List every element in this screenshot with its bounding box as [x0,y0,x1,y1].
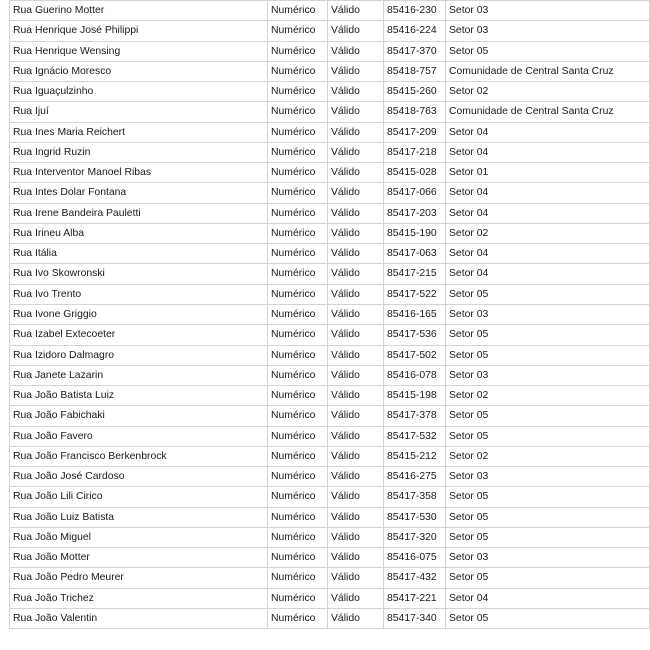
status-cell: Válido [327,406,383,425]
sector-cell: Setor 05 [445,487,650,506]
status-cell: Válido [327,508,383,527]
table-row [9,42,650,62]
numbering-type-cell: Numérico [267,244,327,263]
cep-cell: 85418-757 [383,62,445,81]
numbering-type-cell: Numérico [267,42,327,61]
street-name-cell: Rua Irene Bandeira Pauletti [9,204,267,223]
cep-cell: 85416-165 [383,305,445,324]
cep-cell: 85417-536 [383,325,445,344]
cep-cell: 85417-063 [383,244,445,263]
table-row [9,305,650,325]
numbering-type-cell: Numérico [267,305,327,324]
status-cell: Válido [327,123,383,142]
table-row [9,285,650,305]
sector-cell: Setor 01 [445,163,650,182]
status-cell: Válido [327,62,383,81]
status-cell: Válido [327,548,383,567]
cep-cell: 85417-522 [383,285,445,304]
status-cell: Válido [327,487,383,506]
table-row [9,143,650,163]
status-cell: Válido [327,305,383,324]
sector-cell: Setor 04 [445,589,650,608]
street-name-cell: Rua João Lili Cirico [9,487,267,506]
cep-cell: 85415-028 [383,163,445,182]
sector-cell: Setor 04 [445,244,650,263]
table-row [9,325,650,345]
numbering-type-cell: Numérico [267,346,327,365]
sector-cell: Setor 05 [445,609,650,628]
cep-cell: 85417-320 [383,528,445,547]
numbering-type-cell: Numérico [267,143,327,162]
numbering-type-cell: Numérico [267,264,327,283]
street-name-cell: Rua Ijuí [9,102,267,121]
sector-cell: Setor 05 [445,406,650,425]
street-name-cell: Rua João Valentin [9,609,267,628]
sector-cell: Setor 04 [445,204,650,223]
table-row [9,204,650,224]
street-name-cell: Rua Henrique Wensing [9,42,267,61]
status-cell: Válido [327,467,383,486]
cep-cell: 85417-218 [383,143,445,162]
status-cell: Válido [327,427,383,446]
status-cell: Válido [327,325,383,344]
numbering-type-cell: Numérico [267,427,327,446]
status-cell: Válido [327,204,383,223]
street-name-cell: Rua João Trichez [9,589,267,608]
sector-cell: Setor 05 [445,427,650,446]
status-cell: Válido [327,42,383,61]
status-cell: Válido [327,589,383,608]
numbering-type-cell: Numérico [267,102,327,121]
sector-cell: Setor 03 [445,305,650,324]
table-row [9,406,650,426]
status-cell: Válido [327,568,383,587]
table-row [9,427,650,447]
status-cell: Válido [327,386,383,405]
numbering-type-cell: Numérico [267,62,327,81]
cep-cell: 85417-532 [383,427,445,446]
street-table [9,0,650,629]
cep-cell: 85417-530 [383,508,445,527]
status-cell: Válido [327,102,383,121]
numbering-type-cell: Numérico [267,325,327,344]
street-name-cell: Rua João Fabichaki [9,406,267,425]
cep-cell: 85415-260 [383,82,445,101]
sector-cell: Setor 05 [445,325,650,344]
sector-cell: Setor 04 [445,183,650,202]
street-name-cell: Rua Ines Maria Reichert [9,123,267,142]
sector-cell: Setor 04 [445,123,650,142]
street-name-cell: Rua João Luiz Batista [9,508,267,527]
table-row [9,548,650,568]
sector-cell: Setor 02 [445,82,650,101]
street-name-cell: Rua Izidoro Dalmagro [9,346,267,365]
street-name-cell: Rua Henrique José Philippi [9,21,267,40]
status-cell: Válido [327,366,383,385]
sector-cell: Setor 05 [445,528,650,547]
cep-cell: 85415-190 [383,224,445,243]
table-row [9,508,650,528]
status-cell: Válido [327,82,383,101]
status-cell: Válido [327,163,383,182]
numbering-type-cell: Numérico [267,548,327,567]
cep-cell: 85415-198 [383,386,445,405]
table-row [9,1,650,21]
numbering-type-cell: Numérico [267,366,327,385]
table-row [9,224,650,244]
status-cell: Válido [327,528,383,547]
numbering-type-cell: Numérico [267,447,327,466]
status-cell: Válido [327,183,383,202]
cep-cell: 85417-209 [383,123,445,142]
status-cell: Válido [327,143,383,162]
status-cell: Válido [327,285,383,304]
numbering-type-cell: Numérico [267,224,327,243]
table-row [9,21,650,41]
numbering-type-cell: Numérico [267,589,327,608]
sector-cell: Comunidade de Central Santa Cruz [445,102,650,121]
cep-cell: 85417-203 [383,204,445,223]
numbering-type-cell: Numérico [267,1,327,20]
street-name-cell: Rua Ivo Trento [9,285,267,304]
cep-cell: 85416-275 [383,467,445,486]
status-cell: Válido [327,224,383,243]
table-row [9,467,650,487]
table-row [9,183,650,203]
cep-cell: 85417-066 [383,183,445,202]
table-row [9,102,650,122]
table-row [9,62,650,82]
table-row [9,568,650,588]
cep-cell: 85417-378 [383,406,445,425]
sector-cell: Setor 05 [445,568,650,587]
street-name-cell: Rua Intes Dolar Fontana [9,183,267,202]
numbering-type-cell: Numérico [267,163,327,182]
status-cell: Válido [327,447,383,466]
cep-cell: 85417-502 [383,346,445,365]
street-name-cell: Rua João Miguel [9,528,267,547]
table-row [9,589,650,609]
sector-cell: Setor 02 [445,224,650,243]
numbering-type-cell: Numérico [267,183,327,202]
table-row [9,386,650,406]
street-name-cell: Rua João Favero [9,427,267,446]
table-row [9,487,650,507]
sector-cell: Setor 03 [445,548,650,567]
street-name-cell: Rua João Batista Luiz [9,386,267,405]
table-row [9,609,650,629]
sector-cell: Setor 05 [445,346,650,365]
cep-cell: 85418-763 [383,102,445,121]
numbering-type-cell: Numérico [267,609,327,628]
cep-cell: 85416-075 [383,548,445,567]
sector-cell: Setor 02 [445,386,650,405]
numbering-type-cell: Numérico [267,467,327,486]
table-row [9,163,650,183]
table-row [9,447,650,467]
sector-cell: Comunidade de Central Santa Cruz [445,62,650,81]
table-row [9,123,650,143]
cep-cell: 85416-078 [383,366,445,385]
street-name-cell: Rua Interventor Manoel Ribas [9,163,267,182]
table-row [9,82,650,102]
numbering-type-cell: Numérico [267,406,327,425]
numbering-type-cell: Numérico [267,21,327,40]
cep-cell: 85417-432 [383,568,445,587]
street-name-cell: Rua João Pedro Meurer [9,568,267,587]
numbering-type-cell: Numérico [267,568,327,587]
street-name-cell: Rua João Francisco Berkenbrock [9,447,267,466]
sector-cell: Setor 05 [445,42,650,61]
street-name-cell: Rua Izabel Extecoeter [9,325,267,344]
cep-cell: 85416-224 [383,21,445,40]
sector-cell: Setor 03 [445,21,650,40]
cep-cell: 85416-230 [383,1,445,20]
numbering-type-cell: Numérico [267,82,327,101]
street-name-cell: Rua Ivone Griggio [9,305,267,324]
sector-cell: Setor 04 [445,264,650,283]
cep-cell: 85417-340 [383,609,445,628]
cep-cell: 85417-215 [383,264,445,283]
sector-cell: Setor 03 [445,1,650,20]
street-name-cell: Rua João José Cardoso [9,467,267,486]
sector-cell: Setor 05 [445,508,650,527]
sector-cell: Setor 03 [445,366,650,385]
numbering-type-cell: Numérico [267,386,327,405]
table-row [9,264,650,284]
table-row [9,366,650,386]
status-cell: Válido [327,1,383,20]
numbering-type-cell: Numérico [267,204,327,223]
table-row [9,244,650,264]
numbering-type-cell: Numérico [267,487,327,506]
sector-cell: Setor 02 [445,447,650,466]
street-name-cell: Rua Janete Lazarin [9,366,267,385]
numbering-type-cell: Numérico [267,528,327,547]
status-cell: Válido [327,21,383,40]
numbering-type-cell: Numérico [267,285,327,304]
street-name-cell: Rua Guerino Motter [9,1,267,20]
status-cell: Válido [327,244,383,263]
status-cell: Válido [327,346,383,365]
cep-cell: 85415-212 [383,447,445,466]
status-cell: Válido [327,609,383,628]
street-name-cell: Rua João Motter [9,548,267,567]
numbering-type-cell: Numérico [267,123,327,142]
sector-cell: Setor 04 [445,143,650,162]
sector-cell: Setor 05 [445,285,650,304]
cep-cell: 85417-358 [383,487,445,506]
table-row [9,528,650,548]
table-row [9,346,650,366]
street-name-cell: Rua Ivo Skowronski [9,264,267,283]
sector-cell: Setor 03 [445,467,650,486]
status-cell: Válido [327,264,383,283]
street-name-cell: Rua Ignácio Moresco [9,62,267,81]
cep-cell: 85417-370 [383,42,445,61]
street-name-cell: Rua Itália [9,244,267,263]
street-name-cell: Rua Irineu Alba [9,224,267,243]
numbering-type-cell: Numérico [267,508,327,527]
street-name-cell: Rua Ingrid Ruzin [9,143,267,162]
cep-cell: 85417-221 [383,589,445,608]
street-name-cell: Rua Iguaçulzinho [9,82,267,101]
